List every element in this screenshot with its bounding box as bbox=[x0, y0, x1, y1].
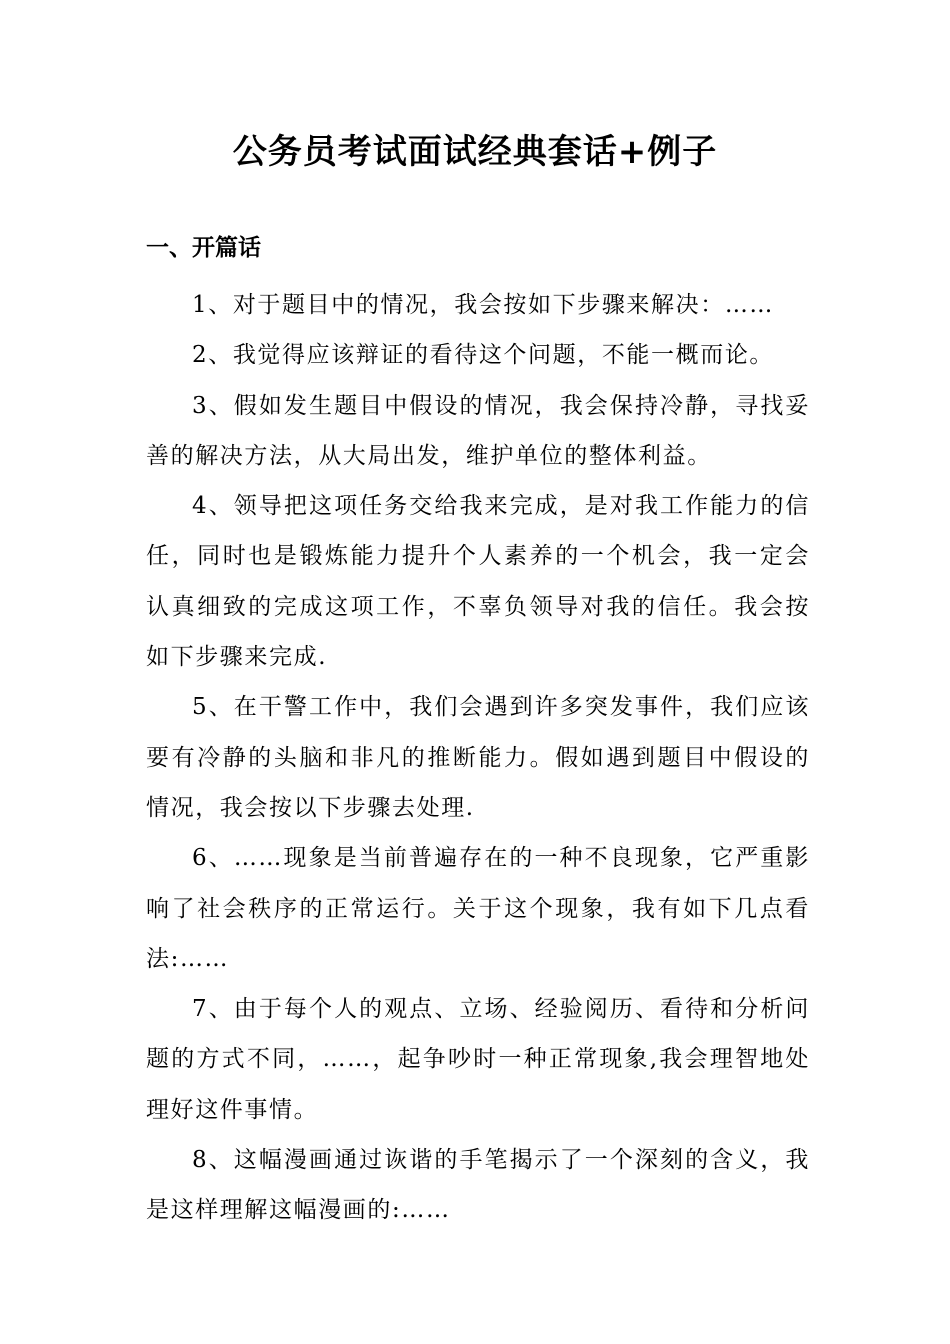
paragraph-3: 3、假如发生题目中假设的情况，我会保持冷静，寻找妥善的解决方法，从大局出发，维护单位的整体利益。 bbox=[146, 392, 810, 469]
paragraph-1: 1、对于题目中的情况，我会按如下步骤来解决：…… bbox=[192, 292, 775, 318]
paragraph-2: 2、我觉得应该辩证的看待这个问题，不能一概而论。 bbox=[192, 342, 775, 369]
paragraph-8: 8、这幅漫画通过诙谐的手笔揭示了一个深刻的含义，我是这样理解这幅漫画的:…… bbox=[146, 1147, 810, 1224]
paragraph-6: 6、……现象是当前普遍存在的一种不良现象，它严重影响了社会秩序的正常运行。关于这个现象，我有如下几点看法:…… bbox=[146, 845, 810, 972]
document-title: 公务员考试面试经典套话+例子 bbox=[232, 132, 718, 172]
section-heading: 一、开篇话 bbox=[146, 235, 261, 261]
paragraph-7: 7、由于每个人的观点、立场、经验阅历、看待和分析问题的方式不同，……，起争吵时一种正常现象,我会理智地处理好这件事情。 bbox=[146, 996, 810, 1123]
document-body bbox=[146, 280, 810, 1236]
paragraph-4: 4、领导把这项任务交给我来完成，是对我工作能力的信任，同时也是锻炼能力提升个人素养的一个机会，我一定会认真细致的完成这项工作，不辜负领导对我的信任。我会按如下步骤来完成. bbox=[146, 493, 810, 671]
paragraph-5: 5、在干警工作中，我们会遇到许多突发事件，我们应该要有冷静的头脑和非凡的推断能力。假如遇到题目中假设的情况，我会按以下步骤去处理. bbox=[146, 694, 810, 821]
